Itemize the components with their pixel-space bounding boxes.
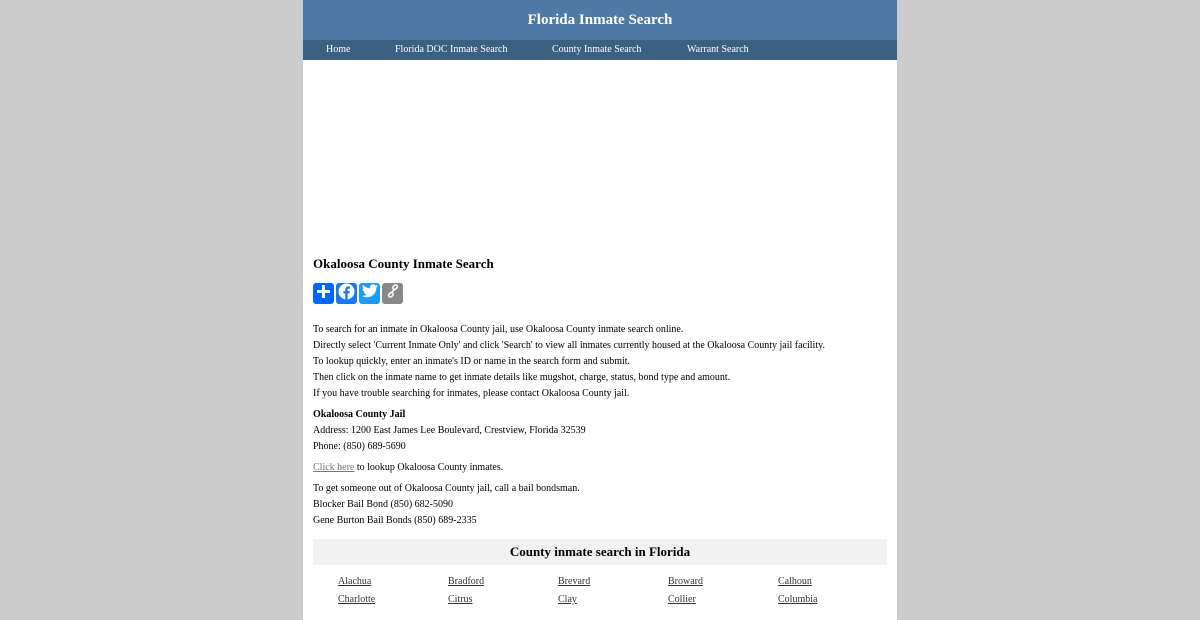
main-content [303,256,897,615]
county-link-bradford[interactable]: Bradford [448,576,485,587]
county-link-citrus[interactable]: Citrus [448,594,473,605]
nav-florida-doc-inmate-search[interactable]: Florida DOC Inmate Search [395,44,508,55]
copy-link-icon [386,284,400,303]
share-buttons [313,283,887,304]
bail-line: Blocker Bail Bond (850) 682-5090 [313,499,453,510]
county-link-calhoun[interactable]: Calhoun [778,576,812,587]
intro-line: If you have trouble searching for inmates, please contact Okaloosa County jail. [313,388,630,399]
county-list [313,575,887,615]
county-link-clay[interactable]: Clay [558,594,577,605]
bail-info [313,481,887,529]
intro-line: To search for an inmate in Okaloosa County jail, use Okaloosa County inmate search online. [313,324,684,335]
site-title[interactable]: Florida Inmate Search [527,11,673,28]
intro-line: Directly select 'Current Inmate Only' and click 'Search' to view all inmates currently housed at the Okaloosa County jail facility. [313,340,825,351]
jail-info [313,407,887,455]
add-icon [317,285,330,303]
county-link-charlotte[interactable]: Charlotte [338,594,376,605]
click-here-link[interactable]: Click here [313,462,355,473]
twitter-icon [362,284,378,303]
county-link-broward[interactable]: Broward [668,576,703,587]
county-link-columbia[interactable]: Columbia [778,594,818,605]
share-facebook-button[interactable] [336,283,357,304]
intro-text [313,322,887,402]
intro-line: Then click on the inmate name to get inmate details like mugshot, charge, status, bond type and amount. [313,372,731,383]
jail-address: Address: 1200 East James Lee Boulevard, Crestview, Florida 32539 [313,425,586,436]
main-nav [303,40,897,60]
intro-line: To lookup quickly, enter an inmate's ID or name in the search form and submit. [313,356,631,367]
share-add-button[interactable] [313,283,334,304]
facebook-icon [338,283,355,305]
jail-name: Okaloosa County Jail [313,409,406,420]
share-twitter-button[interactable] [359,283,380,304]
share-copy-link-button[interactable] [382,283,403,304]
nav-warrant-search[interactable]: Warrant Search [687,44,749,55]
lookup-text: to lookup Okaloosa County inmates. [354,462,504,473]
nav-home[interactable]: Home [326,44,351,55]
jail-phone: Phone: (850) 689-5690 [313,441,406,452]
ad-space [303,60,897,256]
county-link-alachua[interactable]: Alachua [338,576,372,587]
county-link-collier[interactable]: Collier [668,594,696,605]
lookup-line [313,460,887,476]
site-header [303,0,897,40]
page-container [303,0,897,620]
county-link-brevard[interactable]: Brevard [558,576,591,587]
county-section-title: County inmate search in Florida [509,544,691,559]
county-section-header [313,539,887,565]
nav-county-inmate-search[interactable]: County Inmate Search [552,44,642,55]
page-title: Okaloosa County Inmate Search [313,256,494,271]
bail-line: Gene Burton Bail Bonds (850) 689-2335 [313,515,477,526]
bail-line: To get someone out of Okaloosa County jail, call a bail bondsman. [313,483,580,494]
